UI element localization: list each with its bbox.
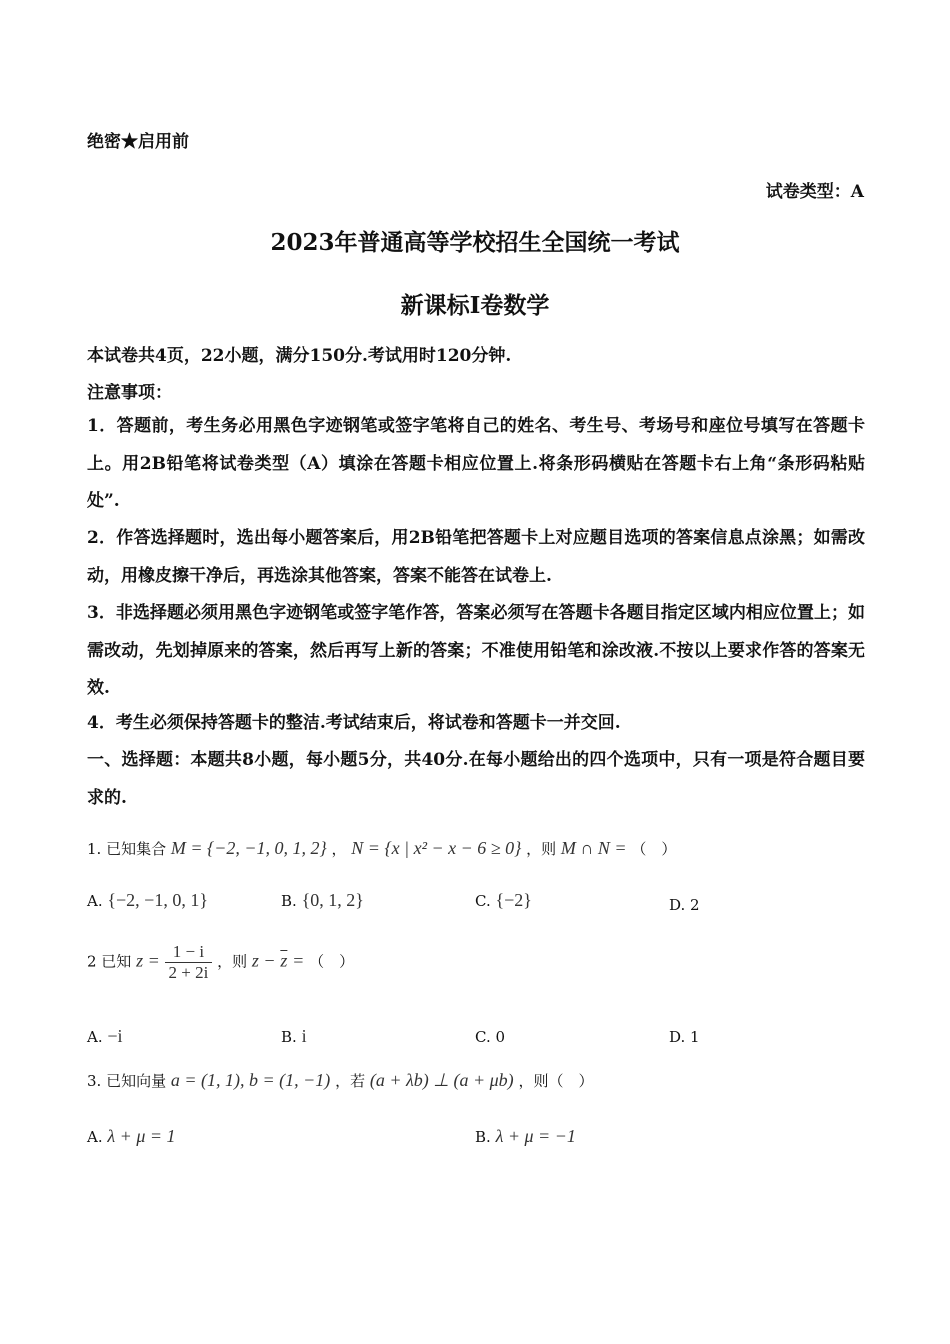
- option-label: B.: [281, 892, 297, 910]
- option-label: B.: [475, 1128, 491, 1146]
- q3-option-b: [475, 1126, 576, 1147]
- option-label: C.: [475, 1028, 491, 1046]
- option-label: A.: [87, 1028, 103, 1046]
- q1-suffix: ，则: [526, 840, 557, 858]
- q1-paren: （ ）: [631, 840, 677, 858]
- q2-option-a: [87, 1026, 123, 1047]
- option-label: A.: [87, 892, 103, 910]
- q1-option-c: [475, 890, 532, 911]
- question-3: [87, 1070, 593, 1091]
- option-value: 1: [690, 1028, 700, 1046]
- q3-suffix: ，则（ ）: [518, 1072, 594, 1090]
- q2-option-c: [475, 1028, 505, 1046]
- q2-numerator: 1 − i: [165, 942, 213, 963]
- q1-set-n: N = {x | x² − x − 6 ≥ 0}: [351, 838, 522, 858]
- q3-vectors: a = (1, 1), b = (1, −1): [170, 1070, 331, 1090]
- notice-4: 4．考生必须保持答题卡的整洁.考试结束后，将试卷和答题卡一并交回.: [87, 713, 621, 733]
- section-heading: 一、选择题：本题共8小题，每小题5分，共40分.在每小题给出的四个选项中，只有一项是符合题目要求的.: [87, 750, 865, 808]
- option-value: 2: [690, 896, 700, 914]
- q3-condition: (a + λb) ⊥ (a + μb): [369, 1070, 514, 1090]
- q3-option-a: [87, 1126, 176, 1147]
- option-label: C.: [475, 892, 491, 910]
- option-value: λ + μ = 1: [107, 1126, 176, 1146]
- option-label: D.: [669, 1028, 686, 1046]
- q2-prefix: 2 已知: [87, 952, 132, 971]
- q2-expr-conj: $\overline{z}$: [280, 950, 288, 971]
- q1-option-d: [669, 896, 700, 914]
- notice-3: 3．非选择题必须用黑色字迹钢笔或签字笔作答，答案必须写在答题卡各题目指定区域内相应位置上；如需改动，先划掉原来的答案，然后再写上新的答案；不准使用铅笔和涂改液.不按以上要求作答的答案无效.: [87, 603, 865, 698]
- paper-type: 试卷类型：A: [765, 182, 864, 202]
- notice-heading: 注意事项：: [87, 383, 172, 403]
- option-value: −i: [107, 1026, 123, 1046]
- q3-prefix: 3. 已知向量: [87, 1072, 167, 1090]
- option-value: 0: [495, 1028, 506, 1046]
- q2-fraction: [165, 942, 213, 983]
- option-value: {0, 1, 2}: [301, 890, 364, 910]
- q2-option-d: [669, 1028, 700, 1046]
- option-label: B.: [281, 1028, 297, 1046]
- q1-option-b: [281, 890, 364, 911]
- q1-set-m: M = {−2, −1, 0, 1, 2}: [170, 838, 327, 858]
- option-value: i: [301, 1026, 307, 1046]
- q1-option-a: [87, 890, 208, 911]
- exam-subtitle: 新课标Ⅰ卷数学: [400, 292, 550, 319]
- q2-option-b: [281, 1026, 307, 1047]
- q2-z-eq: z =: [136, 950, 160, 971]
- option-value: {−2, −1, 0, 1}: [107, 890, 208, 910]
- question-1: [87, 838, 676, 859]
- notice-2: 2．作答选择题时，选出每小题答案后，用2B铅笔把答题卡上对应题目选项的答案信息点涂黑；如需改动，用橡皮擦干净后，再选涂其他答案，答案不能答在试卷上.: [87, 528, 865, 586]
- option-value: {−2}: [495, 890, 532, 910]
- question-2: [87, 942, 354, 983]
- confidential-mark: 绝密★启用前: [87, 132, 189, 152]
- q2-suffix: ，则: [217, 952, 248, 971]
- option-label: D.: [669, 896, 686, 914]
- exam-title: 2023年普通高等学校招生全国统一考试: [270, 229, 680, 256]
- q1-expr: M ∩ N =: [560, 838, 627, 858]
- q1-comma: ，: [331, 840, 347, 858]
- notice-1: 1．答题前，考生务必用黑色字迹钢笔或签字笔将自己的姓名、考生号、考场号和座位号填写在答题卡上。用2B铅笔将试卷类型（A）填涂在答题卡相应位置上.将条形码横贴在答题卡右上角“条形码粘贴处”.: [87, 416, 865, 511]
- exam-summary: 本试卷共4页，22小题，满分150分.考试用时120分钟.: [87, 346, 512, 366]
- q3-mid: ，若: [335, 1072, 366, 1090]
- option-label: A.: [87, 1128, 103, 1146]
- option-value: λ + μ = −1: [495, 1126, 576, 1146]
- q1-prefix: 1. 已知集合: [87, 840, 167, 858]
- q2-denominator: 2 + 2i: [168, 963, 209, 982]
- q2-expr-a: z −: [251, 950, 276, 971]
- q2-expr-eq: =: [292, 950, 305, 971]
- q2-paren: （ ）: [309, 952, 355, 971]
